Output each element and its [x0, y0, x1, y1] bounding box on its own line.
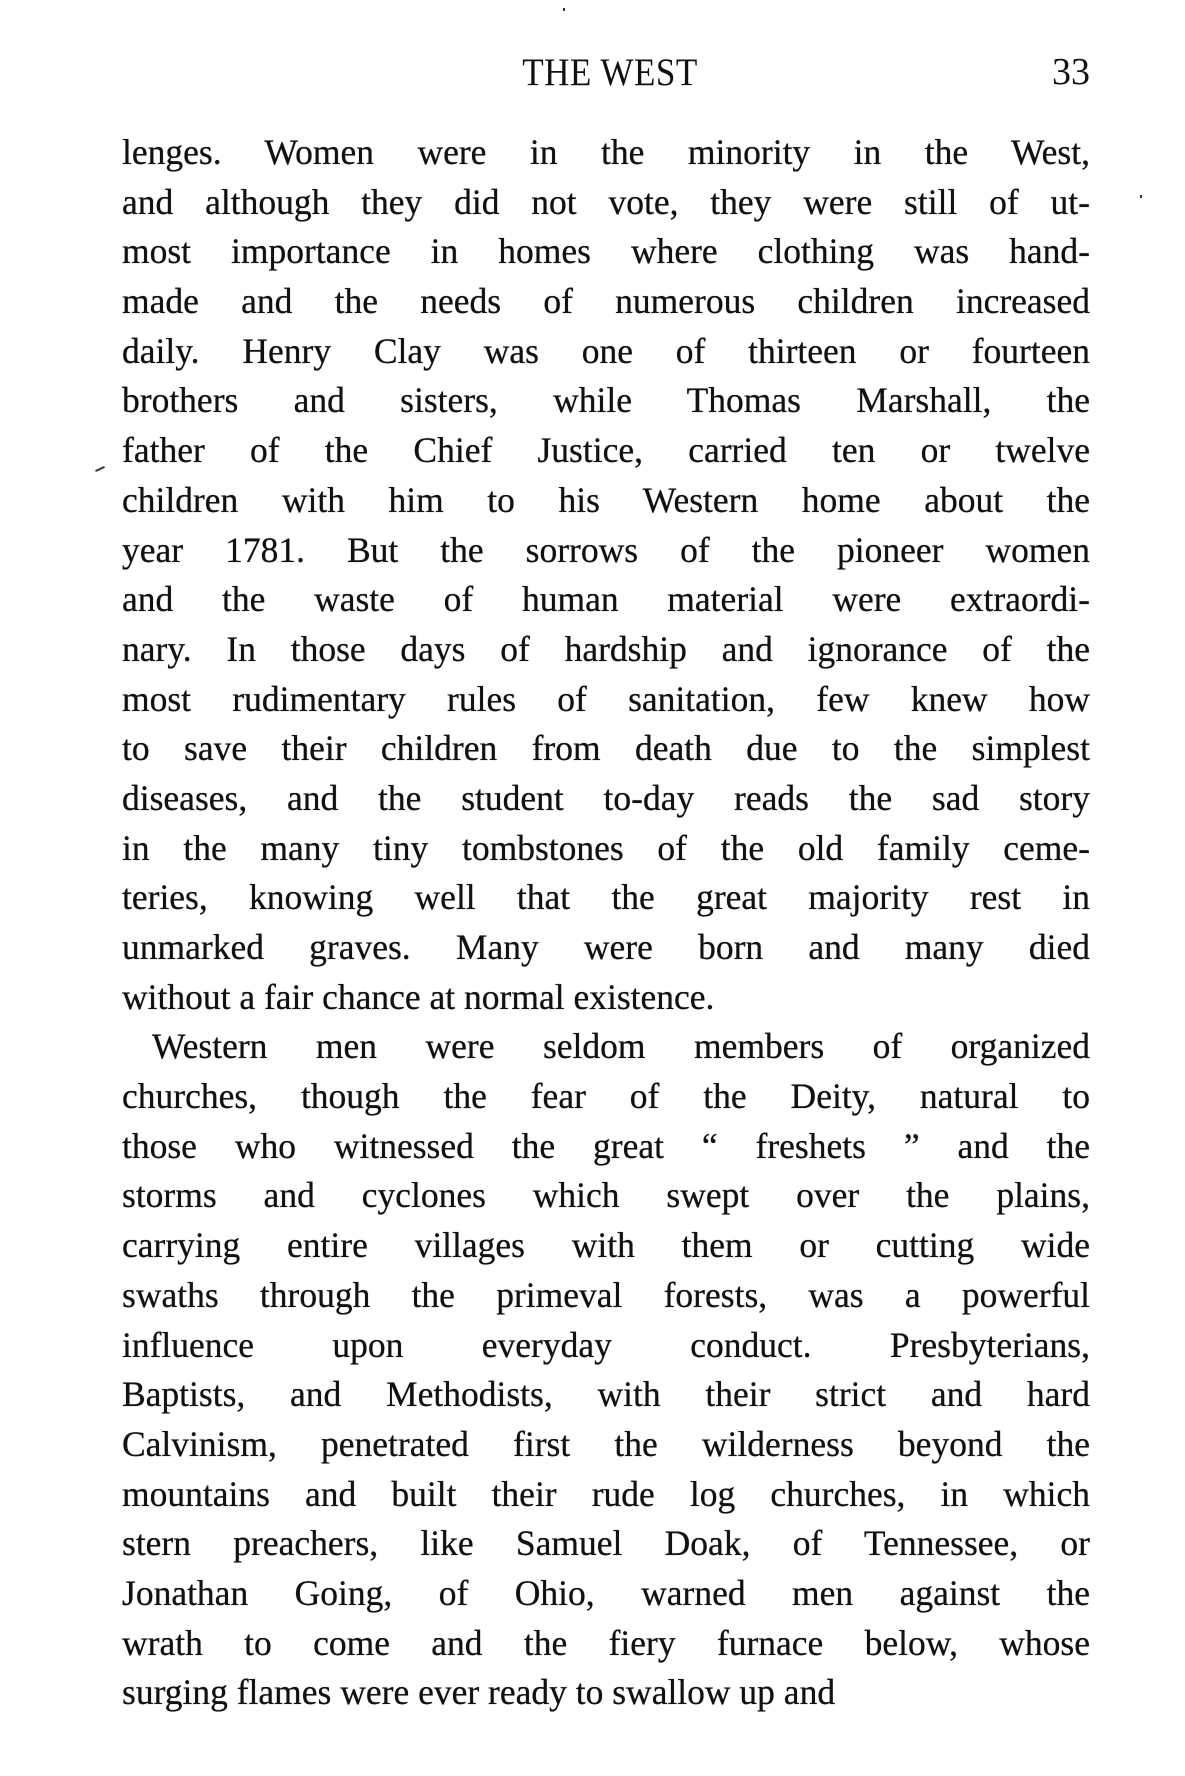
text-line: those who witnessed the great “ freshets ” and the: [122, 1125, 1090, 1166]
scan-speck: [95, 466, 105, 472]
text-line: Jonathan Going, of Ohio, warned men against the: [122, 1572, 1090, 1613]
paragraph: [122, 128, 1090, 1022]
text-line: children with him to his Western home about the: [122, 479, 1090, 520]
text-line: teries, knowing well that the great majority rest in: [122, 877, 1090, 918]
running-head-title: THE WEST: [522, 51, 698, 94]
page-number: 33: [1052, 51, 1090, 93]
text-line: nary. In those days of hardship and ignorance of the: [122, 628, 1090, 669]
text-line: father of the Chief Justice, carried ten or twelve: [122, 430, 1090, 471]
text-line: carrying entire villages with them or cutting wide: [122, 1225, 1090, 1266]
text-line: and the waste of human material were extraordi-: [122, 579, 1090, 620]
text-line: Western men were seldom members of organized: [152, 1026, 1090, 1067]
paragraph: [122, 1022, 1090, 1718]
text-line: mountains and built their rude log churches, in which: [122, 1473, 1090, 1514]
text-line: without a fair chance at normal existence.: [122, 976, 715, 1017]
text-line: made and the needs of numerous children increased: [122, 281, 1090, 322]
text-line: wrath to come and the fiery furnace below, whose: [122, 1622, 1090, 1663]
scan-speck: [563, 8, 565, 11]
text-line: year 1781. But the sorrows of the pioneer women: [122, 529, 1090, 570]
text-line: influence upon everyday conduct. Presbyterians,: [122, 1324, 1090, 1365]
text-line: swaths through the primeval forests, was a powerful: [122, 1274, 1090, 1315]
text-line: in the many tiny tombstones of the old family ceme-: [122, 827, 1090, 868]
text-line: unmarked graves. Many were born and many died: [122, 927, 1090, 967]
text-line: churches, though the fear of the Deity, natural to: [122, 1076, 1090, 1117]
text-line: brothers and sisters, while Thomas Marshall, the: [122, 380, 1090, 421]
running-head: [0, 50, 1185, 100]
text-line: diseases, and the student to-day reads the sad story: [122, 777, 1090, 818]
text-line: stern preachers, like Samuel Doak, of Tennessee, or: [122, 1523, 1090, 1564]
text-line: lenges. Women were in the minority in the West,: [122, 132, 1090, 172]
text-line: and although they did not vote, they were still of ut-: [122, 181, 1090, 222]
text-line: to save their children from death due to the simplest: [122, 728, 1090, 769]
text-line: most importance in homes where clothing was hand-: [122, 231, 1090, 272]
text-line: surging flames were ever ready to swallow up and: [122, 1672, 836, 1713]
text-line: Baptists, and Methodists, with their strict and hard: [122, 1374, 1090, 1415]
body-text: [122, 128, 1090, 1718]
text-line: daily. Henry Clay was one of thirteen or fourteen: [122, 330, 1090, 371]
scan-speck: [1140, 195, 1142, 198]
text-line: storms and cyclones which swept over the plains,: [122, 1175, 1090, 1216]
text-line: most rudimentary rules of sanitation, few knew how: [122, 678, 1090, 719]
text-line: Calvinism, penetrated first the wilderness beyond the: [122, 1423, 1090, 1464]
